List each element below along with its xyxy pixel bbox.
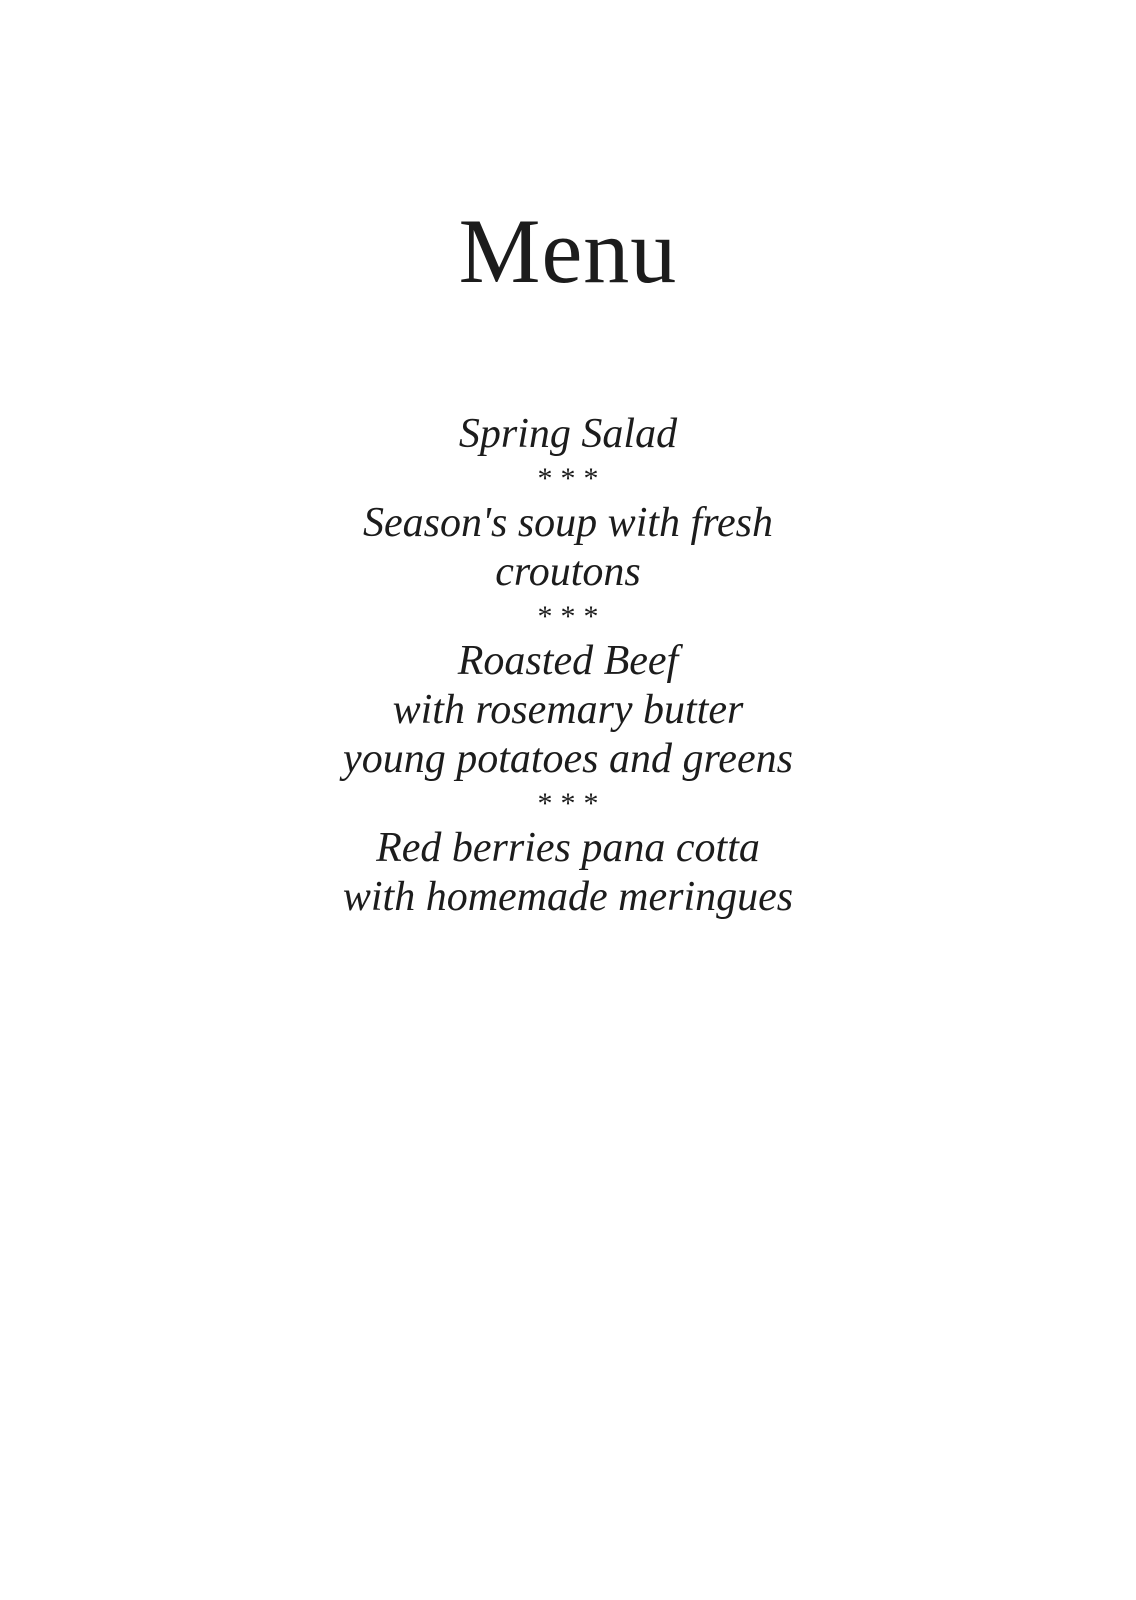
course-main — [0, 637, 1136, 784]
course-soup — [0, 499, 1136, 597]
course-line: Red berries pana cotta — [376, 825, 760, 871]
course-separator: *** — [537, 600, 607, 633]
course-line: with rosemary butter — [392, 687, 744, 733]
course-line: with homemade meringues — [342, 874, 794, 920]
course-line: croutons — [495, 549, 641, 595]
course-salad — [0, 410, 1136, 459]
course-list — [0, 410, 1136, 922]
menu-title: Menu — [458, 200, 678, 302]
course-line: Roasted Beef — [457, 638, 679, 684]
course-line: Season's soup with fresh — [363, 500, 773, 546]
course-line: young potatoes and greens — [343, 736, 793, 782]
course-dessert — [0, 824, 1136, 922]
course-line: Spring Salad — [458, 411, 678, 457]
course-separator: *** — [537, 462, 607, 495]
course-separator: *** — [537, 787, 607, 820]
